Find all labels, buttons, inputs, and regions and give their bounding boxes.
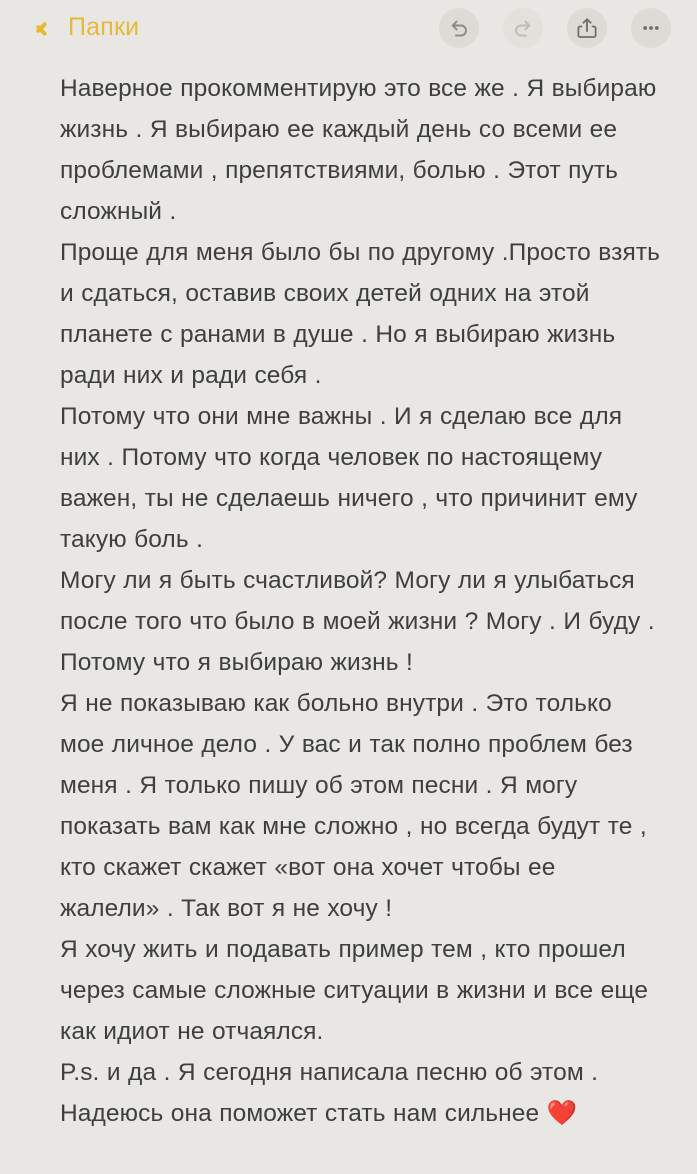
- share-up-arrow-icon: [576, 16, 598, 40]
- toolbar: [0, 0, 697, 56]
- back-to-folders-button[interactable]: [42, 14, 139, 43]
- undo-arrow-icon: [447, 16, 471, 40]
- note-paragraph: P.s. и да . Я сегодня написала песню об этом . Надеюсь она поможет стать нам сильнее ❤️: [60, 1059, 599, 1127]
- chevron-left-icon: [42, 14, 59, 43]
- note-paragraph: Проще для меня было бы по другому .Просто взять и сдаться, оставив своих детей одних на этой планете с ранами в душе . Но я выбираю жизнь ради них и ради себя .: [60, 239, 661, 389]
- undo-button[interactable]: [439, 8, 479, 48]
- back-button-label: Папки: [68, 12, 140, 41]
- toolbar-actions: [439, 0, 671, 56]
- note-paragraph: Могу ли я быть счастливой? Могу ли я улыбаться после того что было в моей жизни ? Могу . И буду . Потому что я выбираю жизнь !: [60, 567, 655, 676]
- more-options-button[interactable]: [631, 8, 671, 48]
- note-paragraph: Я не показываю как больно внутри . Это только мое личное дело . У вас и так полно проблем без меня . Я только пишу об этом песни . Я могу показать вам как мне сложно , но всегда будут те , кто скажет скажет «вот она хочет чтобы ее жалели» . Так вот я не хочу !: [60, 690, 647, 922]
- share-button[interactable]: [567, 8, 607, 48]
- ellipsis-icon: [639, 16, 663, 40]
- note-content[interactable]: [0, 56, 697, 1174]
- note-paragraph: Наверное прокомментирую это все же . Я выбираю жизнь . Я выбираю ее каждый день со всеми ее проблемами , препятствиями, болью . Этот путь сложный .: [60, 75, 657, 225]
- redo-button[interactable]: [503, 8, 543, 48]
- redo-arrow-icon: [511, 16, 535, 40]
- note-paragraph: Я хочу жить и подавать пример тем , кто прошел через самые сложные ситуации в жизни и все еще как идиот не отчаялся.: [60, 936, 649, 1045]
- note-paragraph: Потому что они мне важны . И я сделаю все для них . Потому что когда человек по настоящему важен, ты не сделаешь ничего , что причинит ему такую боль .: [60, 403, 638, 553]
